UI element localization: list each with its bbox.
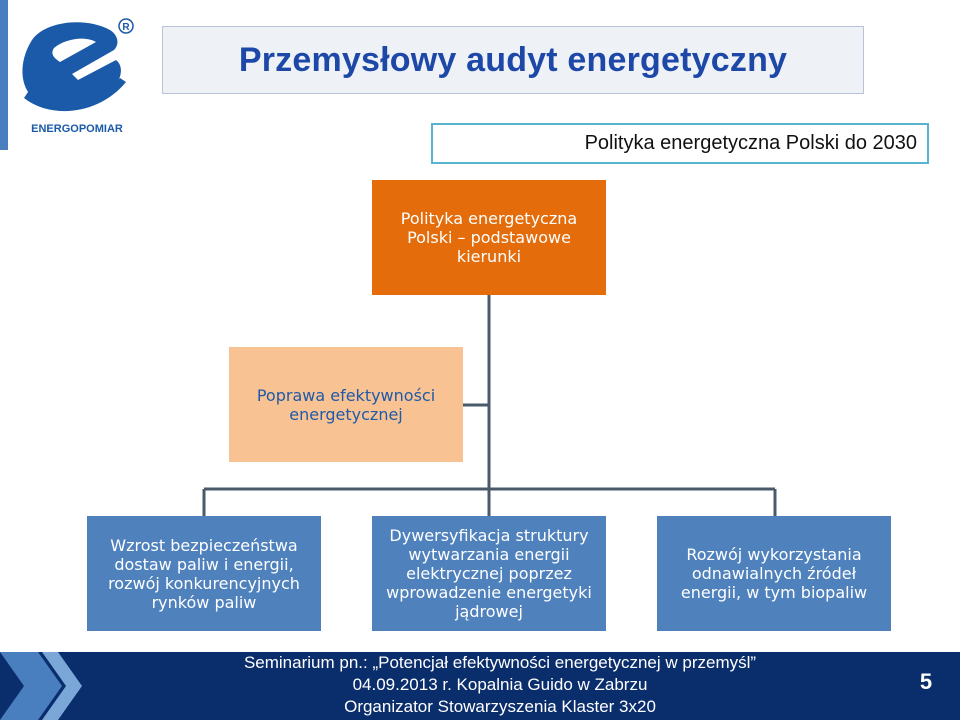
footer-organizer: Organizator Stowarzyszenia Klaster 3x20: [344, 697, 656, 716]
diagram-node-efficiency-label: Poprawa efektywności energetycznej: [256, 385, 436, 424]
registered-mark: R: [122, 22, 130, 33]
logo-wordmark: ENERGOPOMIAR: [31, 123, 123, 135]
footer-text: [120, 652, 880, 720]
diagram-node-renewables-label: Rozwój wykorzystania odnawialnych źródeł energii, w tym biopaliw: [680, 545, 868, 602]
diagram-node-security-label: Wzrost bezpieczeństwa dostaw paliw i energii, rozwój konkurencyjnych rynków paliw: [108, 535, 300, 612]
page-number: 5: [919, 669, 933, 694]
subtitle-box: [431, 123, 929, 164]
footer-bar: [0, 652, 960, 720]
chevron-decoration-icon: [0, 652, 110, 720]
energopomiar-logo: [14, 14, 140, 139]
diagram-node-diversification-label: Dywersyfikacja struktury wytwarzania energii elektrycznej poprzez wprowadzenie energetyki jądrowej: [386, 526, 592, 621]
page-title: Przemysłowy audyt energetyczny: [238, 40, 788, 79]
diagram-node-efficiency: [229, 347, 463, 462]
page-title-box: [162, 26, 864, 94]
left-accent-strip: [0, 0, 8, 150]
diagram-node-diversification: [372, 516, 606, 631]
diagram-node-root: [372, 180, 606, 295]
diagram-node-security: [87, 516, 321, 631]
footer-date-location: 04.09.2013 r. Kopalnia Guido w Zabrzu: [352, 675, 648, 694]
diagram-node-root-label: Polityka energetyczna Polski – podstawowe kierunki: [400, 209, 578, 266]
footer-seminar: Seminarium pn.: „Potencjał efektywności energetycznej w przemyśl”: [243, 653, 757, 672]
logo-graphic: [14, 14, 140, 139]
page-subtitle: Polityka energetyczna Polski do 2030: [584, 132, 917, 154]
diagram-node-renewables: [657, 516, 891, 631]
